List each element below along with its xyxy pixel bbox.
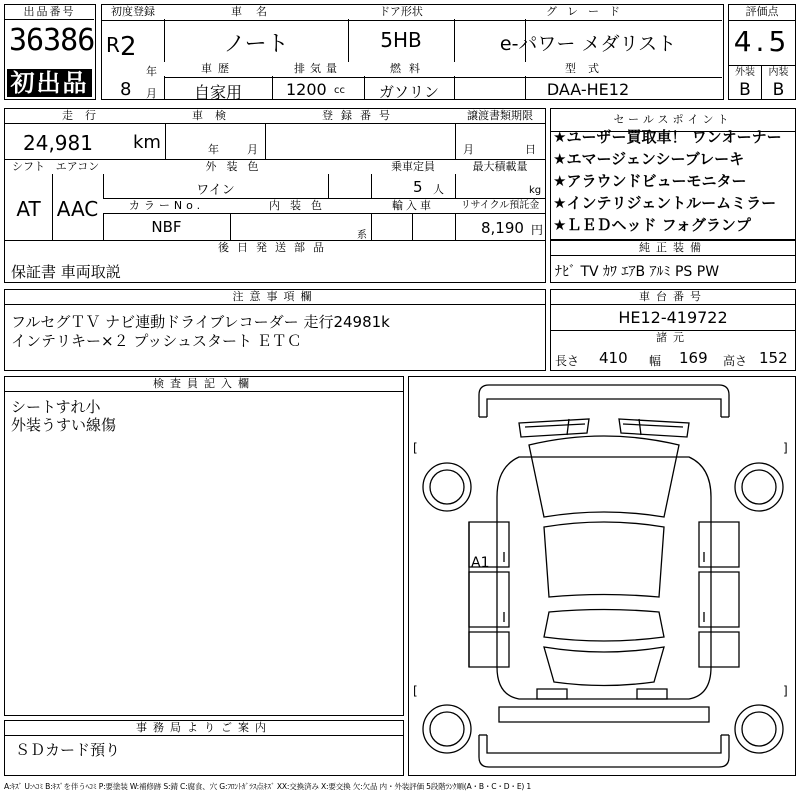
transfer-month-unit: 月	[463, 143, 474, 156]
first-listing-badge: 初出品	[7, 69, 92, 97]
month-unit: 月	[146, 87, 157, 100]
recycle-label: リサイクル預託金	[455, 199, 545, 213]
vehicle-info-box	[4, 108, 546, 283]
door-type: 5HB	[380, 28, 422, 52]
car-diagram	[409, 377, 795, 775]
damage-diagram-box	[408, 376, 796, 776]
sales-point-item: ★ユーザー買取車！ ワンオーナー	[553, 128, 782, 146]
recycle-value: 8,190	[481, 219, 524, 237]
registration-year: 2	[120, 32, 137, 62]
inspection-label: 車検	[165, 109, 265, 123]
spec-header-box	[101, 4, 724, 100]
model-code-label: 型式	[454, 62, 722, 76]
chassis-label: 車台番号	[551, 290, 795, 304]
inspector-line: 外装うすい線傷	[11, 416, 117, 434]
lot-number-box	[4, 4, 96, 100]
height-value: 152	[759, 349, 788, 367]
score-box	[728, 4, 796, 100]
aircon-label: エアコン	[52, 160, 103, 174]
history-value: 自家用	[193, 83, 242, 102]
score-value: 4.5	[733, 25, 791, 58]
grade-value: e-パワー メダリスト	[499, 33, 677, 55]
office-box	[4, 720, 404, 776]
model-code: DAA-HE12	[546, 80, 630, 99]
car-name-label: 車名	[164, 5, 348, 19]
sales-point-item: ★エマージェンシーブレーキ	[553, 150, 745, 168]
exterior-grade: B	[739, 80, 751, 100]
sales-points-label: セールスポイント	[551, 109, 795, 132]
capacity-unit: 人	[433, 183, 444, 196]
displacement-label: 排気量	[272, 62, 364, 76]
inspection-year-unit: 年	[208, 143, 219, 156]
shift-label: シフト	[5, 160, 52, 174]
transfer-day-unit: 日	[525, 143, 536, 156]
grade-label: グレード	[454, 5, 722, 19]
max-load-label: 最大積載量	[455, 160, 545, 174]
capacity-label: 乗車定員	[371, 160, 455, 174]
aircon-value: AAC	[56, 197, 99, 221]
lot-number-label: 出品番号	[5, 5, 94, 20]
history-label: 車歴	[164, 62, 272, 76]
interior-grade-label: 内装	[762, 66, 795, 80]
length-label: 長さ	[555, 354, 580, 368]
shift-value: AT	[16, 197, 41, 221]
lot-number: 36386	[9, 23, 95, 58]
exterior-grade-label: 外装	[729, 66, 761, 80]
deferred-parts-value: 保証書 車両取説	[11, 263, 121, 281]
notes-label: 注意事項欄	[5, 290, 545, 305]
plate-label: 登録番号	[265, 109, 455, 123]
recycle-unit: 円	[531, 223, 544, 237]
capacity-value: 5	[413, 178, 423, 196]
inspector-label: 検査員記入欄	[5, 377, 403, 392]
color-number-label: カラーNo.	[103, 199, 230, 213]
registration-month: 8	[120, 79, 132, 100]
svg-text:]: ]	[783, 684, 788, 698]
inspection-month-unit: 月	[247, 143, 258, 156]
interior-grade: B	[772, 80, 785, 100]
fuel-label: 燃料	[364, 62, 454, 76]
fuel-value: ガソリン	[378, 83, 439, 101]
chassis-number: HE12-419722	[618, 308, 728, 327]
dimensions-label: 諸元	[551, 331, 795, 345]
interior-color-unit: 系	[357, 230, 367, 241]
width-label: 幅	[649, 354, 662, 368]
sales-point-item: ★ＬＥＤヘッド フォグランプ	[553, 216, 751, 234]
width-value: 169	[679, 349, 708, 367]
equipment-label: 純正装備	[551, 241, 795, 256]
damage-mark: A1	[471, 555, 490, 571]
displacement-value: 1200	[286, 80, 327, 99]
mileage-label: 走行	[5, 109, 165, 123]
svg-text:[: [	[413, 684, 418, 698]
era-letter: R	[106, 33, 120, 57]
door-type-label: ドア形状	[348, 5, 454, 19]
import-label: 輸入車	[371, 199, 455, 213]
length-value: 410	[599, 349, 628, 367]
office-value: ＳＤカード預り	[15, 741, 121, 759]
equipment-value: ﾅﾋﾞ TV ｶﾜ ｴｱB ｱﾙﾐ PS PW	[555, 264, 720, 280]
svg-text:]: ]	[783, 441, 788, 455]
sales-point-item: ★インテリジェントルームミラー	[553, 194, 777, 212]
exterior-color-label: 外装色	[103, 160, 371, 174]
inspector-line: シートすれ小	[11, 398, 101, 416]
office-label: 事務局よりご案内	[5, 721, 403, 736]
deferred-parts-label: 後日発送部品	[5, 241, 545, 255]
year-unit: 年	[146, 65, 157, 78]
legend-text: A:ｷｽﾞ U:ﾍｺﾐ B:ｷｽﾞを伴うﾍｺﾐ P:要塗装 W:補修跡 S:錆 C:腐食、穴 G:ﾌﾛﾝﾄｶﾞﾗｽ点ｷｽﾞ XX:交換済み X:要交換 欠:欠品 内・外装評価 5段階ﾗﾝｸ順(A・B・C・D・E) 1	[4, 782, 532, 791]
mileage-unit: km	[133, 132, 161, 153]
sales-point-item: ★アラウンドビューモニター	[553, 172, 747, 190]
sales-points-box	[550, 108, 796, 240]
interior-color-label: 内装色	[230, 199, 371, 213]
inspector-box	[4, 376, 404, 716]
car-name: ノート	[223, 32, 289, 57]
height-label: 高さ	[723, 354, 748, 368]
chassis-box	[550, 289, 796, 371]
notes-line: インテリキー×２ プッシュスタート ＥＴＣ	[11, 332, 302, 350]
notes-line: フルセグＴＶ ナビ連動ドライブレコーダー 走行24981k	[11, 313, 390, 331]
score-label: 評価点	[729, 5, 795, 19]
first-registration-label: 初度登録	[102, 5, 164, 19]
notes-box	[4, 289, 546, 371]
color-number-value: NBF	[151, 218, 182, 236]
svg-text:[: [	[413, 441, 418, 455]
transfer-deadline-label: 譲渡書類期限	[455, 109, 545, 123]
displacement-unit: cc	[334, 85, 345, 96]
max-load-unit: kg	[529, 185, 542, 196]
exterior-color-value: ワイン	[196, 183, 235, 198]
equipment-box	[550, 240, 796, 283]
mileage-value: 24,981	[23, 131, 93, 155]
